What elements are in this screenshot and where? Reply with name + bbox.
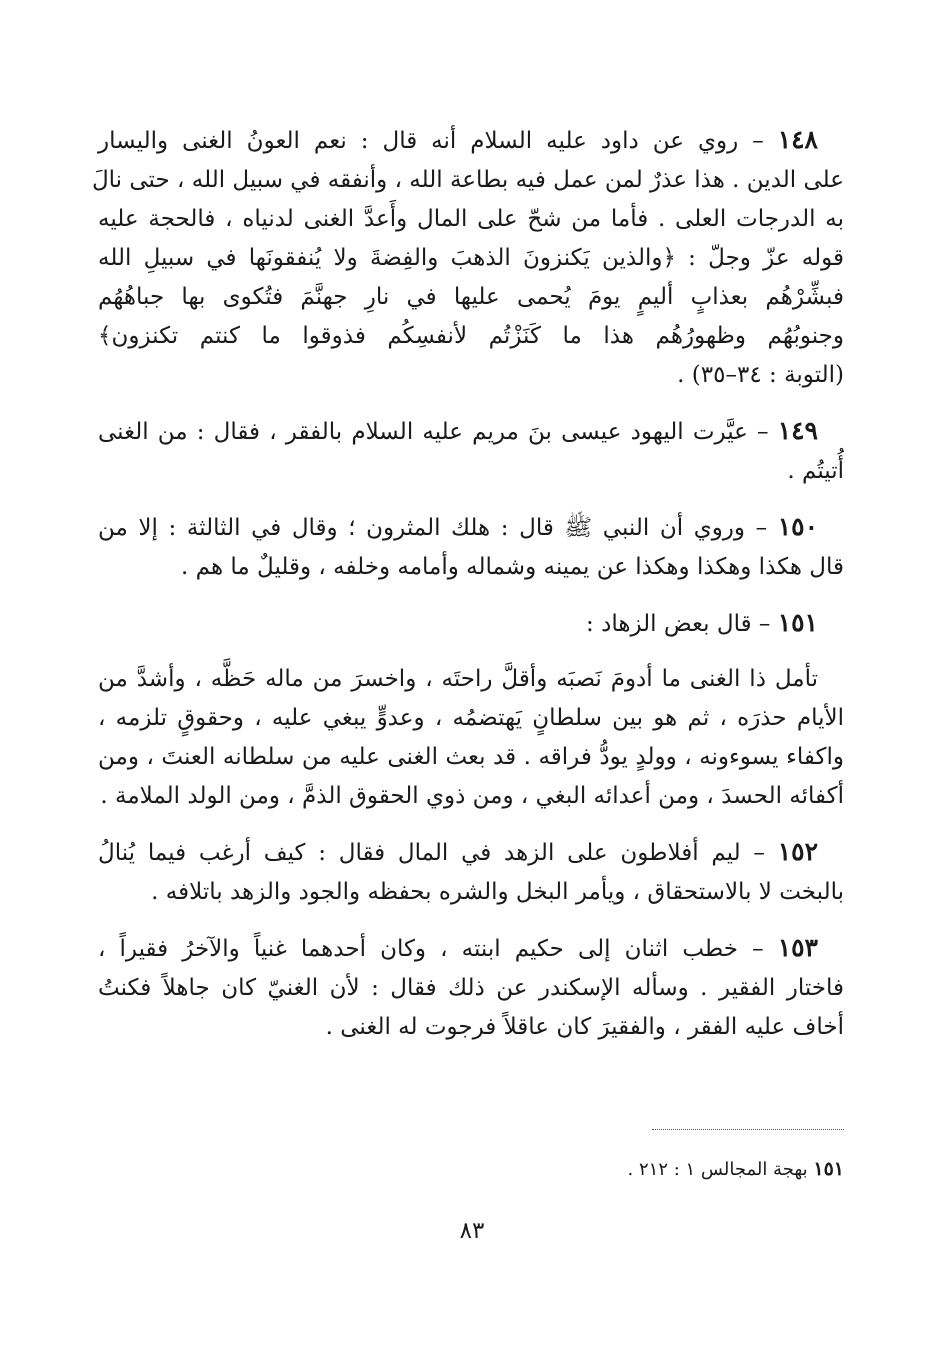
entry-line: ١٥١ – قال بعض الزهاد : <box>586 608 818 637</box>
entry-151 <box>98 603 844 644</box>
entry-line: به الدرجات العلى . فأما من شحّ على المال وأَعدَّ الغنى لدنياه ، فالحجة عليه <box>98 206 844 232</box>
entry-line: ١٥٣ – خطب اثنان إلى حكيم ابنته ، وكان أحدهما غنياً والآخرُ فقيراً ، <box>98 933 818 962</box>
entry-line: أكفائه الحسدَ ، ومن أعدائه البغي ، ومن ذوي الحقوق الذمَّ ، ومن الولد الملامة . <box>100 783 844 809</box>
entry-number: ١٥١ <box>777 608 818 637</box>
entry-150 <box>98 507 844 587</box>
entry-number: ١٤٨ <box>777 125 818 154</box>
footnote-divider <box>652 1129 844 1130</box>
entry-line: فبشِّرْهُم بعذابٍ أليمٍ يومَ يُحمى عليها في نارِ جهنَّمَ فتُكوى بها جباهُهُم <box>98 284 844 310</box>
entry-149 <box>98 411 844 491</box>
entry-number: ١٥٣ <box>777 933 818 962</box>
entry-151-quote <box>98 660 844 816</box>
entry-line: أخاف عليه الفقر ، والفقيرَ كان عاقلاً فرجوت له الغنى . <box>325 1014 844 1040</box>
entry-line: ١٤٨ – روي عن داود عليه السلام أنه قال : نعم العونُ الغنى واليسار <box>98 125 818 154</box>
entry-number: ١٥٠ <box>777 512 819 541</box>
entry-line: بالبخت لا بالاستحقاق ، ويأمر البخل والشره بحفظه والجود والزهد باتلافه . <box>151 879 844 905</box>
entry-number: ١٤٩ <box>777 416 818 445</box>
entry-line: ١٤٩ – عيَّرت اليهود عيسى بنَ مريم عليه السلام بالفقر ، فقال : من الغنى <box>98 416 818 445</box>
page-number: ٨٣ <box>459 1218 485 1244</box>
entry-153 <box>98 928 844 1047</box>
entry-line: تأمل ذا الغنى ما أدومَ نَصبَه وأقلَّ راحتَه ، واخسرَ من ماله حَظَّه ، وأشدَّ من <box>98 666 818 692</box>
entry-number: ١٥٢ <box>777 837 819 866</box>
entry-148 <box>91 120 844 395</box>
footnote-text: بهجة المجالس ١ : ٢١٢ . <box>627 1159 808 1180</box>
footnote-number: ١٥١ <box>813 1158 844 1180</box>
entry-line: الأيام حذرَه ، ثم هو بين سلطانٍ يَهتضمُه ، وعدوٍّ يبغي عليه ، وحقوقٍ تلزمه ، <box>98 705 844 731</box>
entry-line: على الدين . هذا عذرٌ لمن عمل فيه بطاعة الله ، وأنفقه في سبيل الله ، حتى نالَ <box>91 167 844 193</box>
page-body <box>0 120 944 1047</box>
entry-line: واكفاء يسوءونه ، وولدٍ يودُّ فراقه . قد بعث الغنى عليه من سلطانه العنتَ ، ومن <box>98 744 844 770</box>
entry-152 <box>98 832 844 912</box>
entry-line: أُتيتُم . <box>787 458 844 484</box>
entry-line: قال هكذا وهكذا وهكذا عن يمينه وشماله وأمامه وخلفه ، وقليلٌ ما هم . <box>181 554 844 580</box>
footnote <box>628 1156 844 1183</box>
entry-line: ١٥٢ – ليم أفلاطون على الزهد في المال فقال : كيف أرغب فيما يُنالُ <box>98 837 819 866</box>
entry-line: ١٥٠ – وروي أن النبي ﷺ قال : هلك المثرون ؛ وقال في الثالثة : إلا من <box>98 512 819 541</box>
entry-line: وجنوبُهُم وظهورُهُم هذا ما كَنَزْتُم لأنفسِكُم فذوقوا ما كنتم تكنزون﴾ <box>98 323 844 349</box>
entry-line: (التوبة : ٣٤–٣٥) . <box>677 362 844 388</box>
entry-line: فاختار الفقير . وسأله الإسكندر عن ذلك فقال : لأن الغنيّ كان جاهلاً فكنتُ <box>98 975 844 1001</box>
entry-line: قوله عزّ وجلّ : ﴿والذين يَكنزونَ الذهبَ والفِضةَ ولا يُنفقونَها في سبيلِ الله <box>98 245 844 271</box>
